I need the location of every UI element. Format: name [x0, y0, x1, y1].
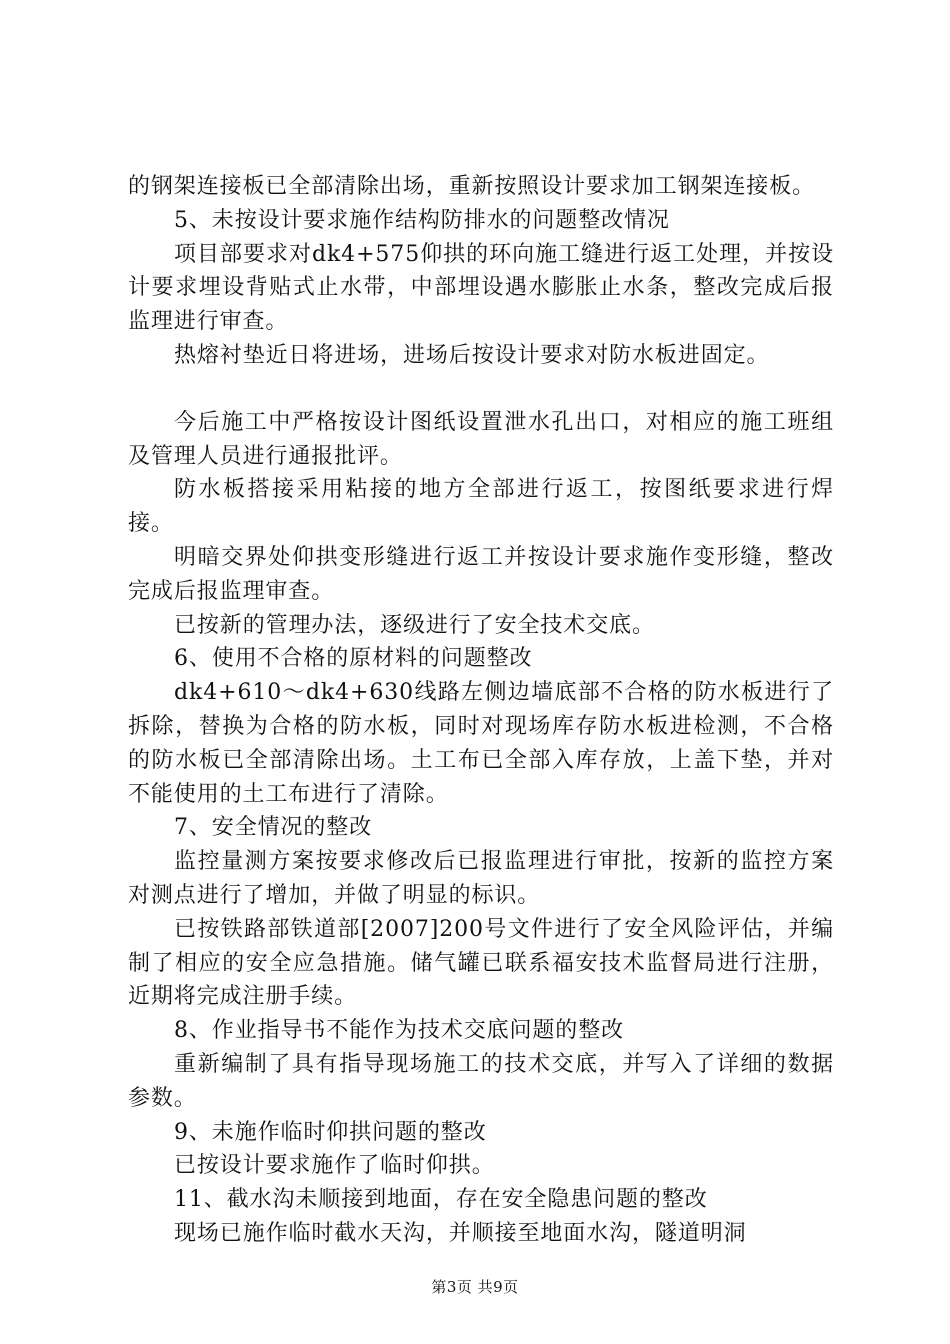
paragraph-3: 项目部要求对dk4+575仰拱的环向施工缝进行返工处理，并按设计要求埋设背贴式止水带，中部埋设遇水膨胀止水条，整改完成后报监理进行审查。 — [128, 241, 834, 335]
heading-8: 8、作业指导书不能作为技术交底问题的整改 — [174, 1018, 624, 1044]
paragraph-20: 现场已施作临时截水天沟，并顺接至地面水沟，隧道明洞 — [174, 1220, 747, 1246]
paragraph-4: 热熔衬垫近日将进场，进场后按设计要求对防水板进固定。 — [174, 342, 770, 368]
page-number-footer: 第3页 共9页 — [431, 1278, 519, 1296]
heading-5: 5、未按设计要求施作结构防排水的问题整改情况 — [174, 207, 670, 233]
heading-11: 11、截水沟未顺接到地面，存在安全隐患问题的整改 — [174, 1187, 708, 1213]
paragraph-18: 已按设计要求施作了临时仰拱。 — [174, 1153, 495, 1179]
heading-6: 6、使用不合格的原材料的问题整改 — [174, 646, 533, 672]
paragraph-9: 已按新的管理办法，逐级进行了安全技术交底。 — [174, 612, 655, 638]
paragraph-14: 已按铁路部铁道部[2007]200号文件进行了安全风险评估，并编制了相应的安全应急措施。储气罐已联系福安技术监督局进行注册，近期将完成注册手续。 — [128, 916, 834, 1010]
paragraph-11: dk4+610～dk4+630线路左侧边墙底部不合格的防水板进行了拆除，替换为合格的防水板，同时对现场库存防水板进检测，不合格的防水板已全部清除出场。土工布已全部入库存放，上盖下垫，并对不能使用的土工布进行了清除。 — [128, 680, 834, 807]
heading-7: 7、安全情况的整改 — [174, 815, 373, 841]
document-body — [128, 170, 834, 1251]
paragraph-6: 今后施工中严格按设计图纸设置泄水孔出口，对相应的施工班组及管理人员进行通报批评。 — [128, 409, 834, 469]
heading-9: 9、未施作临时仰拱问题的整改 — [174, 1119, 487, 1145]
paragraph-7: 防水板搭接采用粘接的地方全部进行返工，按图纸要求进行焊接。 — [128, 477, 834, 537]
paragraph-13: 监控量测方案按要求修改后已报监理进行审批，按新的监控方案对测点进行了增加，并做了明显的标识。 — [128, 849, 834, 908]
blank-line — [128, 373, 834, 406]
paragraph-16: 重新编制了具有指导现场施工的技术交底，并写入了详细的数据参数。 — [128, 1051, 834, 1111]
paragraph-1: 的钢架连接板已全部清除出场，重新按照设计要求加工钢架连接板。 — [128, 174, 816, 199]
paragraph-8: 明暗交界处仰拱变形缝进行返工并按设计要求施作变形缝，整改完成后报监理审查。 — [128, 544, 834, 604]
